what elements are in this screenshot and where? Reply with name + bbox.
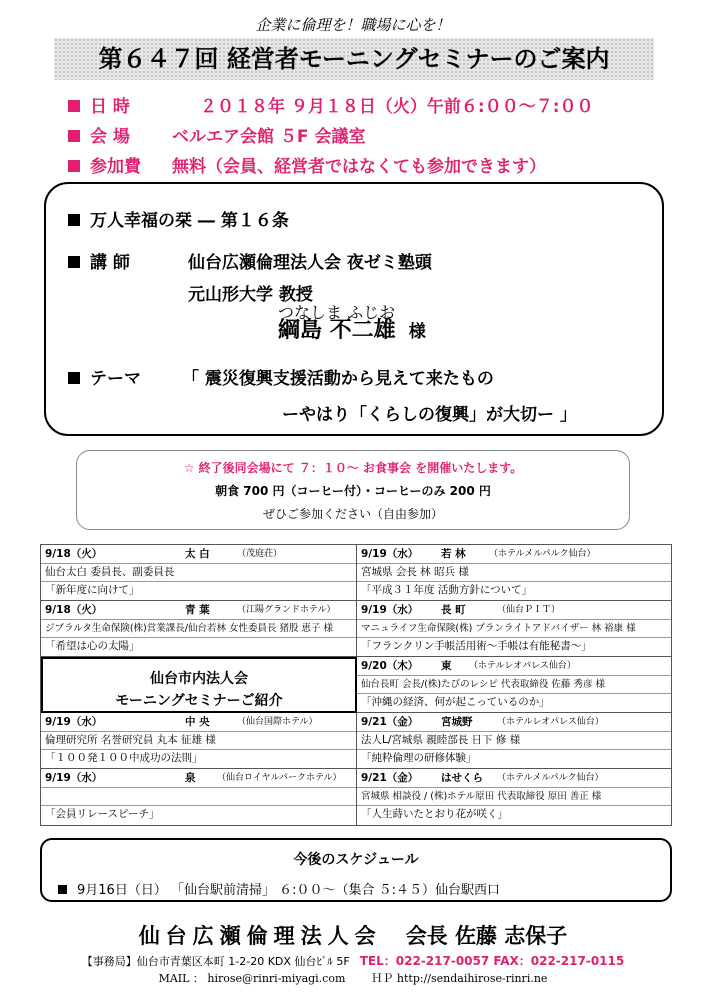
speaker-org: 元山形大学 教授	[188, 285, 313, 305]
seminar-cell-chuo: 9/19（水） 中 央 （仙台国際ホテル） 倫理研究所 名誉研究員 丸本 征雄 様 「１００発１００中成功の法則」	[41, 713, 357, 769]
seminar-cell-wakabayashi: 9/19（水） 若 林 （ホテルメルパルク仙台） 宮城県 会長 林 昭兵 様 「平成３１年度 活動方針について」	[357, 545, 671, 601]
seminar-cell-nagamachi: 9/19（水） 長 町 （仙台ＰＩＴ） マニュライフ生命保険(株) プランライトアドバイザー 林 裕康 様 「フランクリン手帳活用術～手帳は有能秘書～」	[357, 601, 671, 657]
schedule-box	[40, 838, 672, 902]
bullet-square-icon	[58, 885, 67, 894]
footer-office: 【事務局】仙台市青葉区本町 1-2-20 KDX 仙台ﾋﾞﾙ 5F TEL：022-217-0057 FAX：022-217-0115	[81, 954, 625, 968]
bullet-square-icon	[68, 256, 80, 268]
seminar-cell-higashi: 9/20（木） 東 （ホテルレオパレス仙台） 仙台長町 会長/(株)たびのレシピ 代表取締役 佐藤 秀彦 様 「沖縄の経済、何が起こっているのか」	[357, 657, 671, 713]
info-venue: 会 場 ベルエア会館 ５F 会議室	[68, 122, 365, 147]
info-fee: 参加費 無料（会員、経営者ではなくても参加できます）	[68, 152, 546, 177]
intro-cell: 仙台市内法人会 モーニングセミナーご紹介	[41, 657, 357, 713]
tagline: 企業に倫理を！職場に心を！	[255, 16, 451, 34]
bullet-square-icon	[68, 160, 80, 172]
email-link[interactable]: MAIL ： hirose@rinri-miyagi.com	[158, 972, 346, 985]
schedule-item: 9月16日（日） 「仙台駅前清掃」 ６:００～（集合 ５:４５）仙台駅西口	[58, 879, 670, 898]
meal-announcement: ☆ 終了後同会場にて ７：１０～ お食事会 を開催いたします。	[183, 461, 523, 475]
bullet-square-icon	[68, 214, 80, 226]
bullet-square-icon	[68, 100, 80, 112]
seminar-cell-aoba: 9/18（火） 青 葉 （江陽グランドホテル） ジブラルタ生命保険(株)営業課長/仙台若林 女性委員長 猪股 恵子 様 「希望は心の太陽」	[41, 601, 357, 657]
speaker-name-line	[278, 313, 426, 344]
meal-invite: ぜひご参加ください（自由参加）	[262, 507, 443, 521]
article-row: 万人幸福の栞 ― 第１６条	[68, 206, 289, 231]
footer-contact	[0, 970, 706, 986]
speaker-row: 講 師 仙台広瀬倫理法人会 夜ゼミ塾頭	[68, 248, 432, 273]
meal-info-box	[76, 450, 630, 530]
meal-price: 朝食 700 円（コーヒー付）・コーヒーのみ 200 円	[215, 484, 491, 498]
theme-line2: ーやはり「くらしの復興」が大切ー 」	[282, 405, 577, 425]
footer-org: 仙台広瀬倫理法人会 会長 佐藤 志保子	[138, 924, 568, 948]
seminar-cell-taihaku: 9/18（火） 太 白 （茂庭荘） 仙台太白 委員長、副委員長 「新年度に向けて」	[41, 545, 357, 601]
bullet-square-icon	[68, 130, 80, 142]
speaker-name: 綱島 不二雄	[278, 318, 396, 343]
bullet-square-icon	[68, 372, 80, 384]
info-datetime: 日 時 ２０１８年 ９月１８日（火）午前６:００～７:００	[68, 92, 594, 117]
seminar-cell-miyagino: 9/21（金） 宮城野 （ホテルレオパレス仙台） 法人L/宮城県 親睦部長 日下 修 様 「純粋倫理の研修体験」	[357, 713, 671, 769]
seminar-details-box	[44, 182, 664, 436]
speaker-suffix: 様	[408, 322, 426, 342]
seminar-table	[40, 544, 672, 826]
page-title: 第６４７回 経営者モーニングセミナーのご案内	[54, 38, 654, 80]
seminar-cell-hasekura: 9/21（金） はせくら （ホテルメルパルク仙台） 宮城県 相談役 / (株)ホテル原田 代表取締役 原田 善正 様 「人生蒔いたとおり花が咲く」	[357, 769, 671, 825]
homepage-link[interactable]: ＨＰ http://sendaihirose-rinri.ne	[371, 972, 548, 985]
speaker-ruby: つなしま ふじお	[278, 303, 396, 322]
theme-row: テーマ 「 震災復興支援活動から見えて来たもの	[68, 364, 494, 389]
schedule-title: 今後のスケジュール	[293, 852, 419, 868]
seminar-cell-izumi: 9/19（水） 泉 （仙台ロイヤルパークホテル） 「会員リレースピーチ」	[41, 769, 357, 825]
